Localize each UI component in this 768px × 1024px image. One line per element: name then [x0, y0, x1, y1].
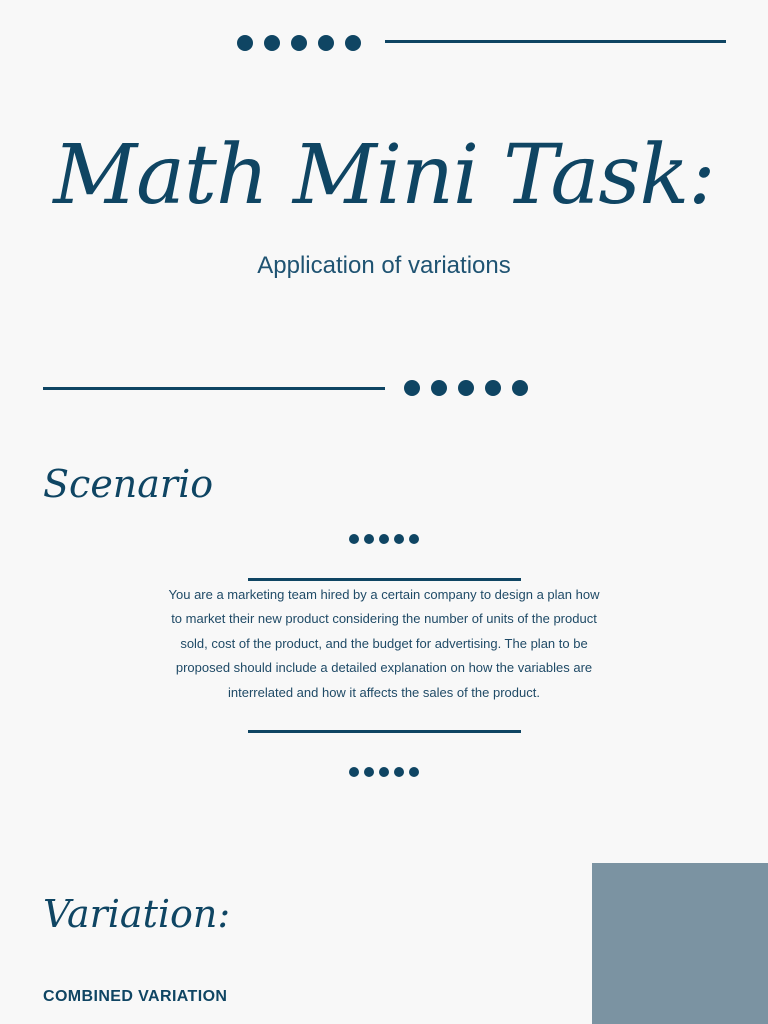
scenario-top-line [248, 578, 521, 581]
scenario-paragraph: You are a marketing team hired by a certain company to design a plan how to market their new product considering the number of units of the product sold, cost of the product, and the budget for advertising. The plan to be proposed should include a detailed explanation on how the variables are interrelated and how it affects the sales of the product. [168, 587, 600, 700]
dot [264, 35, 280, 51]
dot [364, 534, 374, 544]
variation-subheading: COMBINED VARIATION [43, 988, 228, 1005]
dot [404, 380, 420, 396]
dot [512, 380, 528, 396]
top-divider-line [385, 40, 726, 43]
scenario-bottom-line [248, 730, 521, 733]
dot [431, 380, 447, 396]
dot [349, 767, 359, 777]
page-title: Math Mini Task: [53, 128, 715, 223]
top-dots-decoration [237, 35, 372, 51]
dot [349, 534, 359, 544]
middle-divider-line [43, 387, 385, 390]
page-subtitle: Application of variations [257, 252, 511, 279]
scenario-top-dots [349, 534, 424, 544]
dot [237, 35, 253, 51]
dot [394, 534, 404, 544]
dot [485, 380, 501, 396]
dot [291, 35, 307, 51]
scenario-bottom-dots [349, 767, 424, 777]
dot [409, 534, 419, 544]
dot [379, 534, 389, 544]
dot [409, 767, 419, 777]
dot [394, 767, 404, 777]
dot [345, 35, 361, 51]
middle-dots-decoration [404, 380, 539, 396]
variation-heading: Variation: [43, 892, 231, 936]
dot [458, 380, 474, 396]
dot [379, 767, 389, 777]
dot [318, 35, 334, 51]
scenario-heading: Scenario [43, 462, 214, 506]
accent-block [592, 863, 768, 1024]
dot [364, 767, 374, 777]
